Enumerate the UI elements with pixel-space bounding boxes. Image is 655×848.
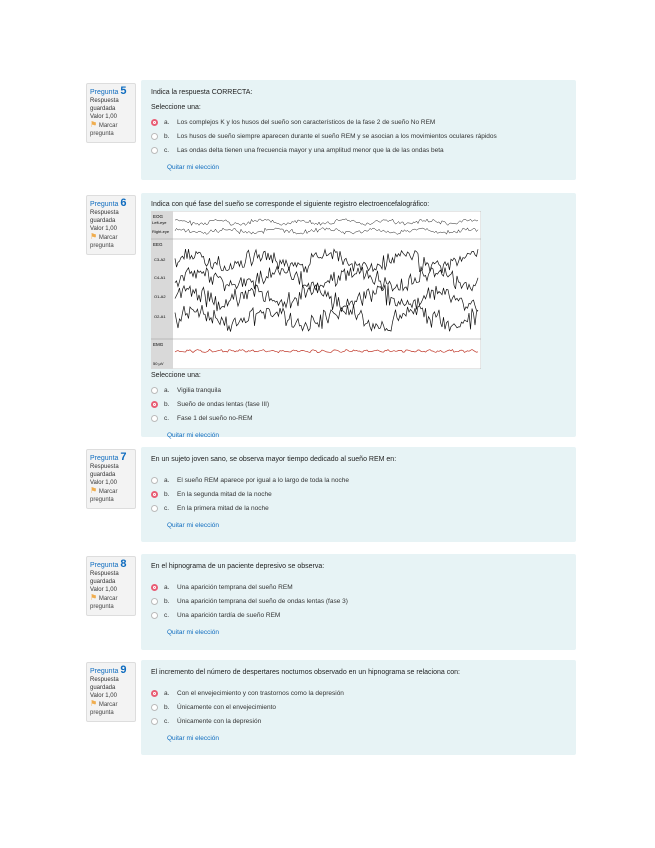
radio-button[interactable] — [151, 598, 158, 605]
question-card-8 — [141, 554, 576, 650]
question-number: Pregunta 5 — [90, 85, 127, 97]
radio-button[interactable] — [151, 505, 158, 512]
flag-question-button[interactable]: ⚑ Marcar pregunta — [90, 486, 118, 503]
answer-option-a[interactable]: a. Vigilia tranquila — [151, 383, 566, 397]
question-number: Pregunta 9 — [90, 664, 127, 676]
question-score: Valor 1,00 — [90, 693, 117, 699]
question-info-9 — [86, 662, 136, 722]
question-info-8 — [86, 556, 136, 616]
answer-option-b[interactable]: b. Sueño de ondas lentas (fase III) — [151, 397, 566, 411]
question-status: Respuesta guardada — [90, 210, 119, 224]
answer-option-b[interactable]: b. Únicamente con el envejecimiento — [151, 700, 566, 714]
clear-choice-link[interactable]: Quitar mi elección — [167, 164, 220, 171]
eeg-label-c4: C4-A1 — [154, 275, 166, 280]
question-number: Pregunta 6 — [90, 197, 127, 209]
question-text: El incremento del número de despertares nocturnos observado en un hipnograma se relaciona con: — [151, 669, 460, 676]
flag-icon: ⚑ — [90, 120, 98, 129]
clear-choice-link[interactable]: Quitar mi elección — [167, 735, 220, 742]
answer-option-c[interactable]: c. Únicamente con la depresión — [151, 714, 566, 728]
radio-button[interactable] — [151, 491, 158, 498]
answer-option-c[interactable]: c. En la primera mitad de la noche — [151, 501, 566, 515]
question-card-5 — [141, 80, 576, 180]
answer-option-a[interactable]: a. El sueño REM aparece por igual a lo largo de toda la noche — [151, 473, 566, 487]
flag-icon: ⚑ — [90, 593, 98, 602]
radio-button[interactable] — [151, 147, 158, 154]
radio-button[interactable] — [151, 133, 158, 140]
radio-button[interactable] — [151, 415, 158, 422]
select-prompt: Seleccione una: — [151, 104, 201, 111]
radio-button[interactable] — [151, 612, 158, 619]
eeg-label-left-eye: Left-eye — [152, 220, 167, 225]
radio-button[interactable] — [151, 690, 158, 697]
question-card-7 — [141, 447, 576, 542]
question-score: Valor 1,00 — [90, 114, 117, 120]
question-score: Valor 1,00 — [90, 226, 117, 232]
radio-button[interactable] — [151, 718, 158, 725]
answer-option-a[interactable]: a. Los complejos K y los husos del sueño son característicos de la fase 2 de sueño No REM — [151, 115, 566, 129]
eeg-label-o1: O1-A2 — [154, 294, 166, 299]
question-number: Pregunta 8 — [90, 558, 127, 570]
eeg-recording-image — [151, 211, 481, 369]
answer-option-b[interactable]: b. Una aparición temprana del sueño de ondas lentas (fase 3) — [151, 594, 566, 608]
question-text: Indica con qué fase del sueño se corresponde el siguiente registro electroencefalográfico: — [151, 201, 430, 208]
eeg-label-scale: 50 µV — [153, 361, 164, 366]
flag-question-button[interactable]: ⚑ Marcar pregunta — [90, 593, 118, 610]
eeg-label-c3: C3-A2 — [154, 257, 166, 262]
radio-button[interactable] — [151, 401, 158, 408]
select-prompt: Seleccione una: — [151, 372, 201, 379]
question-status: Respuesta guardada — [90, 464, 119, 478]
question-status: Respuesta guardada — [90, 677, 119, 691]
question-card-6 — [141, 193, 576, 437]
question-score: Valor 1,00 — [90, 587, 117, 593]
flag-icon: ⚑ — [90, 232, 98, 241]
clear-choice-link[interactable]: Quitar mi elección — [167, 522, 220, 529]
question-status: Respuesta guardada — [90, 98, 119, 112]
answer-option-b[interactable]: b. En la segunda mitad de la noche — [151, 487, 566, 501]
flag-question-button[interactable]: ⚑ Marcar pregunta — [90, 699, 118, 716]
eeg-label-right-eye: Right-eye — [152, 229, 170, 234]
flag-icon: ⚑ — [90, 486, 98, 495]
eeg-label-eog: EOG — [153, 214, 164, 219]
question-score: Valor 1,00 — [90, 480, 117, 486]
radio-button[interactable] — [151, 387, 158, 394]
question-text: En el hipnograma de un paciente depresivo se observa: — [151, 563, 325, 570]
question-card-9 — [141, 660, 576, 755]
question-text: En un sujeto joven sano, se observa mayor tiempo dedicado al sueño REM en: — [151, 456, 397, 463]
eeg-label-o2: O2-A1 — [154, 314, 166, 319]
clear-choice-link[interactable]: Quitar mi elección — [167, 629, 220, 636]
answer-option-c[interactable]: c. Fase 1 del sueño no-REM — [151, 411, 566, 425]
question-info-7 — [86, 449, 136, 509]
question-info-6 — [86, 195, 136, 255]
answer-option-a[interactable]: a. Una aparición temprana del sueño REM — [151, 580, 566, 594]
flag-question-button[interactable]: ⚑ Marcar pregunta — [90, 232, 118, 249]
radio-button[interactable] — [151, 477, 158, 484]
question-number: Pregunta 7 — [90, 451, 127, 463]
flag-question-button[interactable]: ⚑ Marcar pregunta — [90, 120, 118, 137]
clear-choice-link[interactable]: Quitar mi elección — [167, 432, 220, 439]
answer-option-c[interactable]: c. Las ondas delta tienen una frecuencia mayor y una amplitud menor que la de las ondas beta — [151, 143, 566, 157]
question-info-5 — [86, 83, 136, 143]
question-status: Respuesta guardada — [90, 571, 119, 585]
question-text: Indica la respuesta CORRECTA: — [151, 89, 253, 96]
answer-option-c[interactable]: c. Una aparición tardía de sueño REM — [151, 608, 566, 622]
answer-option-b[interactable]: b. Los husos de sueño siempre aparecen durante el sueño REM y se asocian a los movimientos oculares rápidos — [151, 129, 566, 143]
radio-button[interactable] — [151, 584, 158, 591]
radio-button[interactable] — [151, 704, 158, 711]
eeg-label-eeg: EEG — [153, 242, 163, 247]
flag-icon: ⚑ — [90, 699, 98, 708]
answer-option-a[interactable]: a. Con el envejecimiento y con trastornos como la depresión — [151, 686, 566, 700]
radio-button[interactable] — [151, 119, 158, 126]
eeg-label-emg: EMG — [153, 342, 164, 347]
